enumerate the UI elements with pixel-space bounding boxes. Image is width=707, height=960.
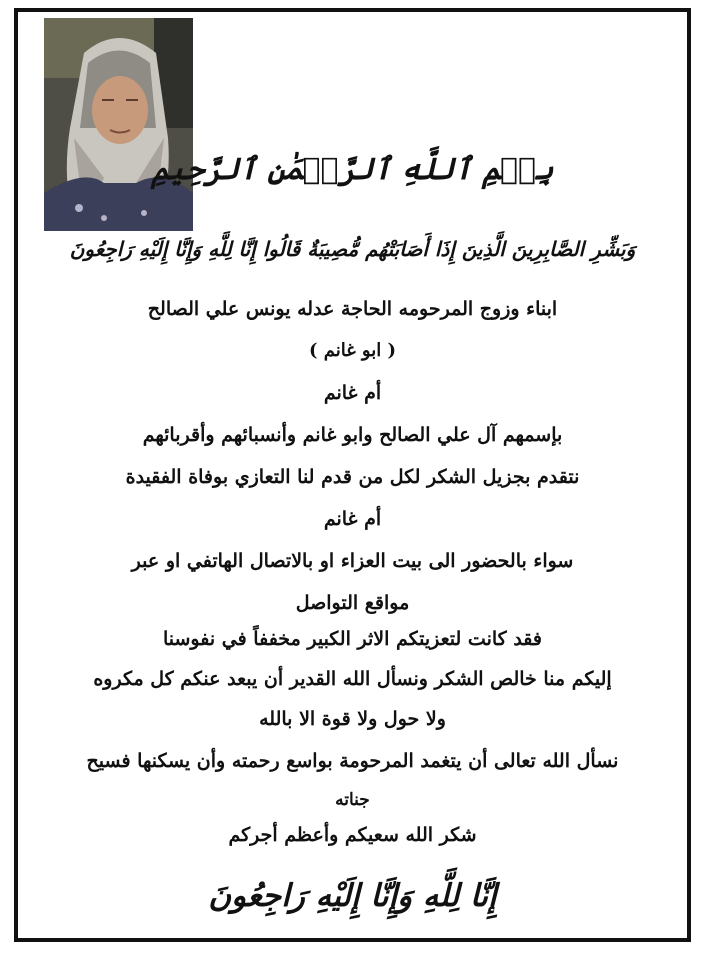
body-line: شكر الله سعيكم وأعظم أجركم [228, 824, 477, 846]
body-line: ابناء وزوج المرحومه الحاجة عدله يونس علي الصالح [147, 298, 558, 320]
body-line: إليكم منا خالص الشكر ونسأل الله القدير أن يبعد عنكم كل مكروه [93, 668, 612, 690]
body-line: أم غانم [323, 508, 382, 530]
body-line: بإسمهم آل علي الصالح وابو غانم وأنسبائهم وأقربائهم [142, 424, 563, 446]
closing-verse: إِنَّا لِلَّهِ وَإِنَّا إِلَيْهِ رَاجِعُونَ [208, 878, 497, 914]
body-line: فقد كانت لتعزيتكم الاثر الكبير مخففاً في نفوسنا [162, 628, 542, 650]
quran-verse: وَبَشِّرِ الصَّابِرِينَ الَّذِينَ إِذَا أَصَابَتْهُم مُّصِيبَةٌ قَالُوا إِنَّا لِلَّهِ وَإِنَّا إِلَيْهِ رَاجِعُونَ [69, 237, 636, 261]
body-line: أم غانم [323, 382, 382, 404]
notice-frame [14, 8, 691, 942]
body-line: ولا حول ولا قوة الا بالله [259, 708, 446, 730]
body-line: سواء بالحضور الى بيت العزاء او بالاتصال الهاتفي او عبر [131, 550, 574, 572]
body-line: جناته [335, 790, 370, 810]
deceased-portrait-photo [44, 18, 193, 231]
body-line: نسأل الله تعالى أن يتغمد المرحومة بواسع رحمته وأن يسكنها فسيح [86, 750, 619, 772]
body-line: نتقدم بجزيل الشكر لكل من قدم لنا التعازي بوفاة الفقيدة [125, 466, 580, 488]
basmala-heading: بِسۡمِ ٱللَّهِ ٱلرَّحۡمَٰنِ ٱلرَّحِيمِ [151, 152, 554, 187]
body-line: مواقع التواصل [295, 592, 410, 614]
body-line: ( ابو غانم ) [308, 340, 397, 361]
